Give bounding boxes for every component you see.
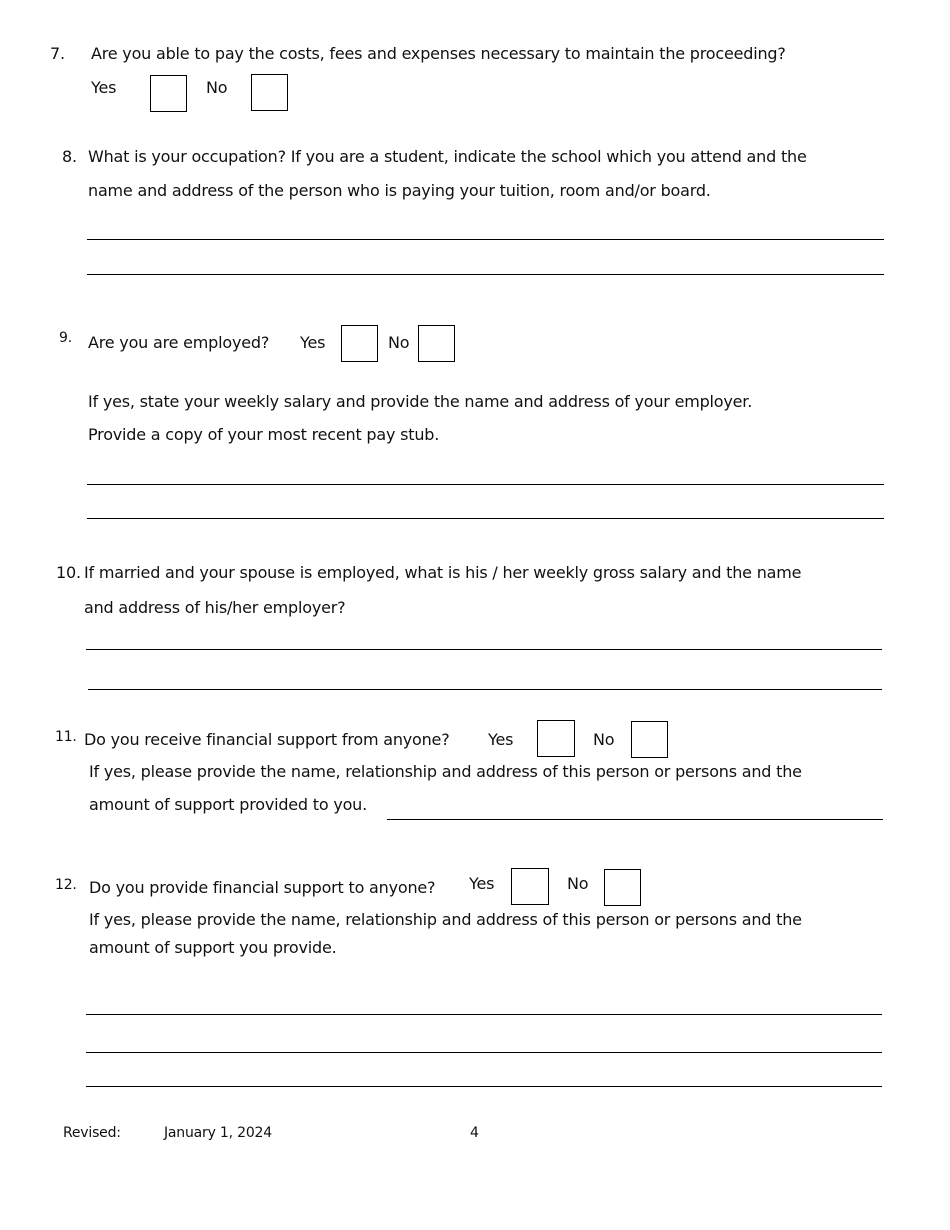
footer-page-number: 4 <box>470 1125 479 1141</box>
question-11-instruction-line2: amount of support provided to you. <box>89 795 368 814</box>
question-8-text-line1: What is your occupation? If you are a student, indicate the school which you attend and the <box>88 147 807 166</box>
question-7-no-label: No <box>206 78 228 97</box>
question-12-instruction-line2: amount of support you provide. <box>89 938 337 957</box>
question-9-number: 9. <box>59 330 72 346</box>
question-11-yes-checkbox[interactable] <box>537 720 575 757</box>
question-10-answer-line[interactable] <box>86 649 882 650</box>
question-7-no-checkbox[interactable] <box>251 74 288 111</box>
question-11-number: 11. <box>55 729 77 745</box>
question-12-answer-line[interactable] <box>86 1052 882 1053</box>
question-9-answer-line[interactable] <box>87 484 884 485</box>
footer-revised-label: Revised: <box>63 1125 121 1141</box>
question-12-yes-label: Yes <box>469 874 495 893</box>
question-9-yes-label: Yes <box>300 333 326 352</box>
question-9-answer-line[interactable] <box>87 518 884 519</box>
question-9-no-checkbox[interactable] <box>418 325 455 362</box>
question-12-no-label: No <box>567 874 589 893</box>
question-12-instruction-line1: If yes, please provide the name, relationship and address of this person or persons and the <box>89 910 802 929</box>
question-10-number: 10. <box>56 563 81 582</box>
question-7-number: 7. <box>50 44 65 63</box>
question-11-no-label: No <box>593 730 615 749</box>
question-9-instruction-line1: If yes, state your weekly salary and provide the name and address of your employer. <box>88 392 753 411</box>
question-10-text-line1: If married and your spouse is employed, what is his / her weekly gross salary and the name <box>84 563 802 582</box>
question-10-text-line2: and address of his/her employer? <box>84 598 346 617</box>
question-12-number: 12. <box>55 877 77 893</box>
question-7-yes-checkbox[interactable] <box>150 75 187 112</box>
question-11-no-checkbox[interactable] <box>631 721 668 758</box>
question-9-yes-checkbox[interactable] <box>341 325 378 362</box>
question-12-answer-line[interactable] <box>86 1014 882 1015</box>
question-8-number: 8. <box>62 147 77 166</box>
question-11-answer-line[interactable] <box>387 819 883 820</box>
question-8-text-line2: name and address of the person who is paying your tuition, room and/or board. <box>88 181 711 200</box>
question-11-text: Do you receive financial support from anyone? <box>84 730 450 749</box>
question-7-yes-label: Yes <box>91 78 117 97</box>
question-9-no-label: No <box>388 333 410 352</box>
question-8-answer-line[interactable] <box>87 239 884 240</box>
question-9-instruction-line2: Provide a copy of your most recent pay stub. <box>88 425 440 444</box>
question-9-text: Are you are employed? <box>88 333 270 352</box>
question-12-text: Do you provide financial support to anyone? <box>89 878 436 897</box>
question-8-answer-line[interactable] <box>87 274 884 275</box>
question-11-instruction-line1: If yes, please provide the name, relationship and address of this person or persons and the <box>89 762 802 781</box>
question-11-yes-label: Yes <box>488 730 514 749</box>
question-12-no-checkbox[interactable] <box>604 869 641 906</box>
question-7-text: Are you able to pay the costs, fees and expenses necessary to maintain the proceeding? <box>91 44 786 63</box>
question-12-answer-line[interactable] <box>86 1086 882 1087</box>
question-10-answer-line[interactable] <box>88 689 882 690</box>
question-12-yes-checkbox[interactable] <box>511 868 549 905</box>
footer-revised-date: January 1, 2024 <box>164 1125 272 1141</box>
